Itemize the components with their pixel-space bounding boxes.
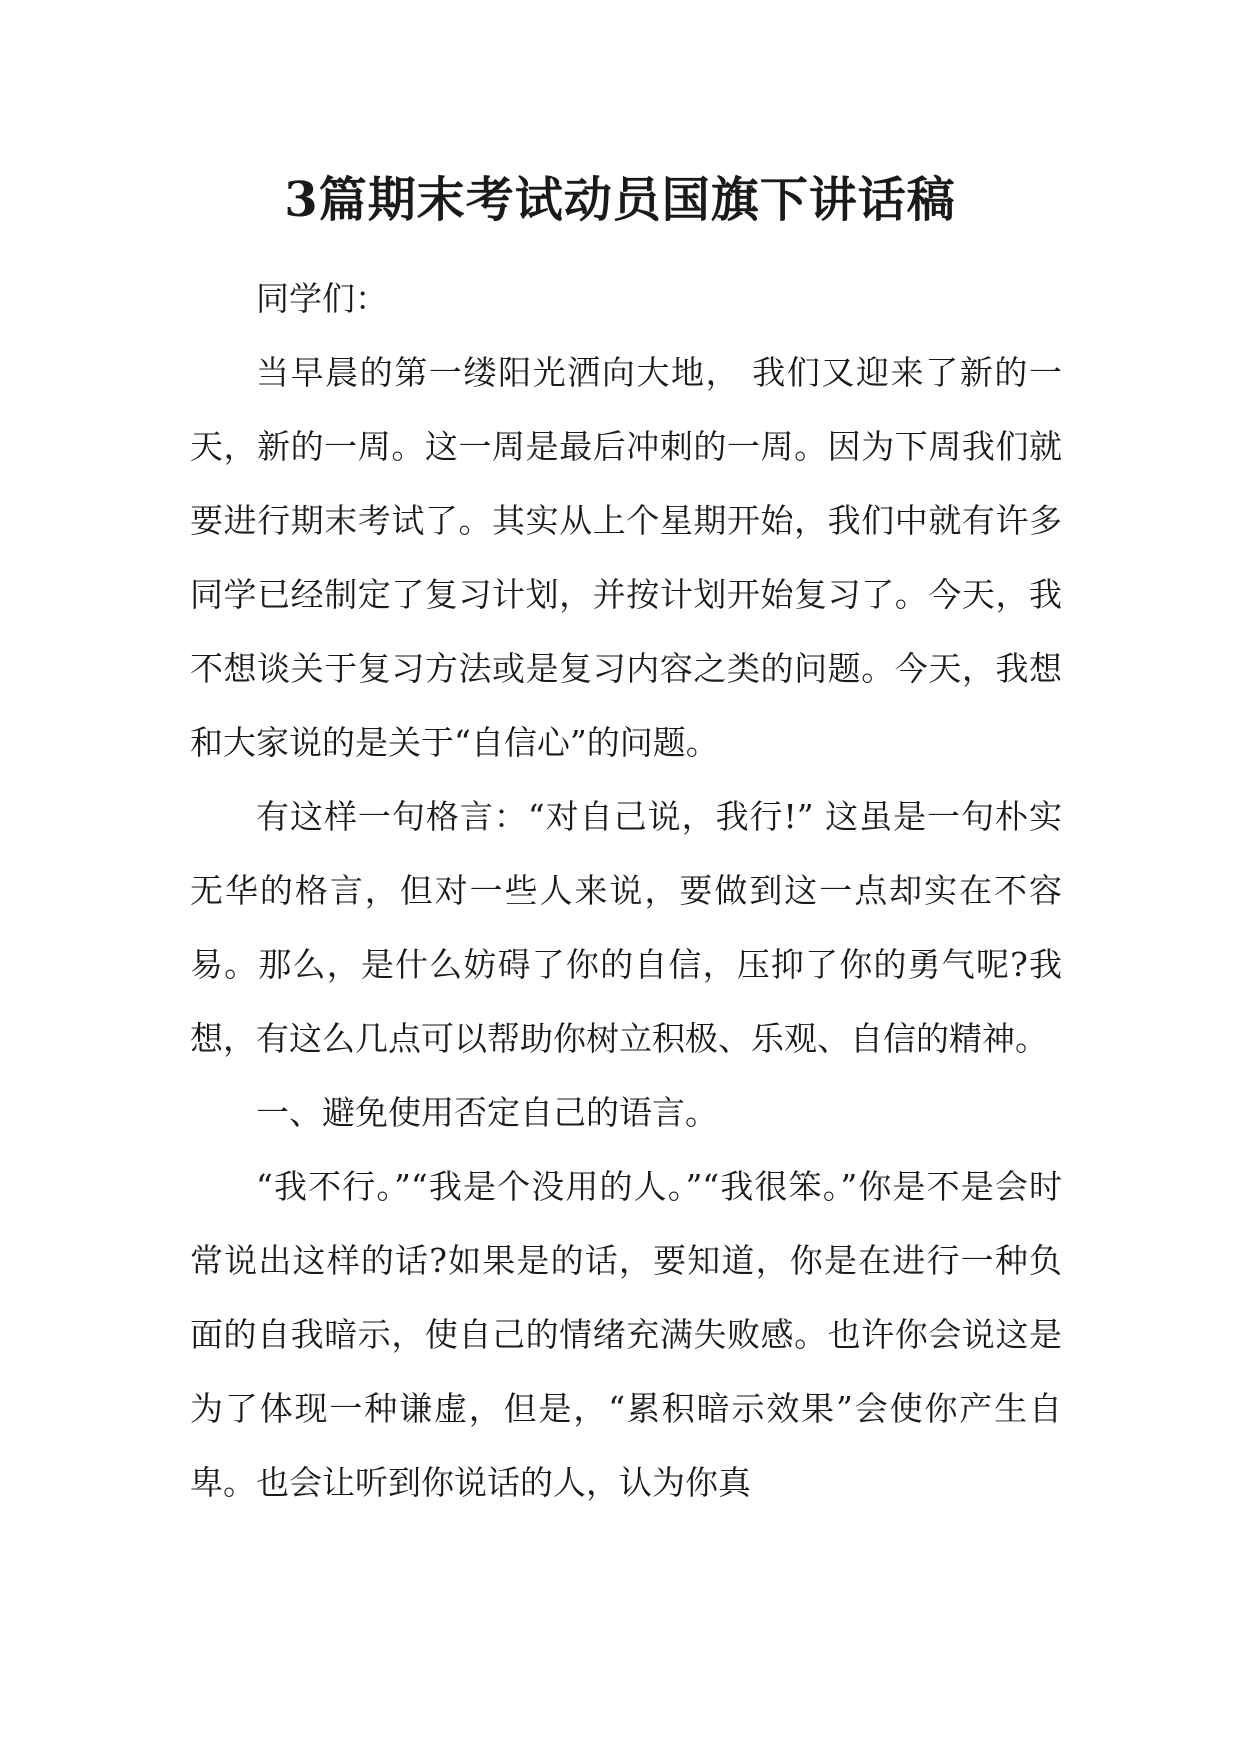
- paragraph-salutation: 同学们：: [256, 279, 388, 318]
- paragraph-2: 有这样一句格言：“对自己说，我行!” 这虽是一句朴实无华的格言，但对一些人来说，要做到这一点却实在不容易。那么，是什么妨碍了你的自信，压抑了你的勇气呢?我想，有这么几点可以帮助你树立积极、乐观、自信的精神。: [190, 797, 1062, 1058]
- paragraph-3: “我不行。”“我是个没用的人。”“我很笨。”你是不是会时常说出这样的话?如果是的话，要知道，你是在进行一种负面的自我暗示，使自己的情绪充满失败感。也许你会说这是为了体现一种谦虚，但是，“累积暗示效果”会使你产生自卑。也会让听到你说话的人，认为你真: [190, 1167, 1062, 1502]
- document-title: 3篇期末考试动员国旗下讲话稿: [284, 172, 956, 228]
- document-body: [190, 262, 1062, 1520]
- paragraph-1: 当早晨的第一缕阳光洒向大地， 我们又迎来了新的一天，新的一周。这一周是最后冲刺的一周。因为下周我们就要进行期末考试了。其实从上个星期开始，我们中就有许多同学已经制定了复习计划，并按计划开始复习了。今天，我不想谈关于复习方法或是复习内容之类的问题。今天，我想和大家说的是关于“自信心”的问题。: [190, 353, 1062, 762]
- paragraph-heading-1: 一、避免使用否定自己的语言。: [256, 1093, 718, 1132]
